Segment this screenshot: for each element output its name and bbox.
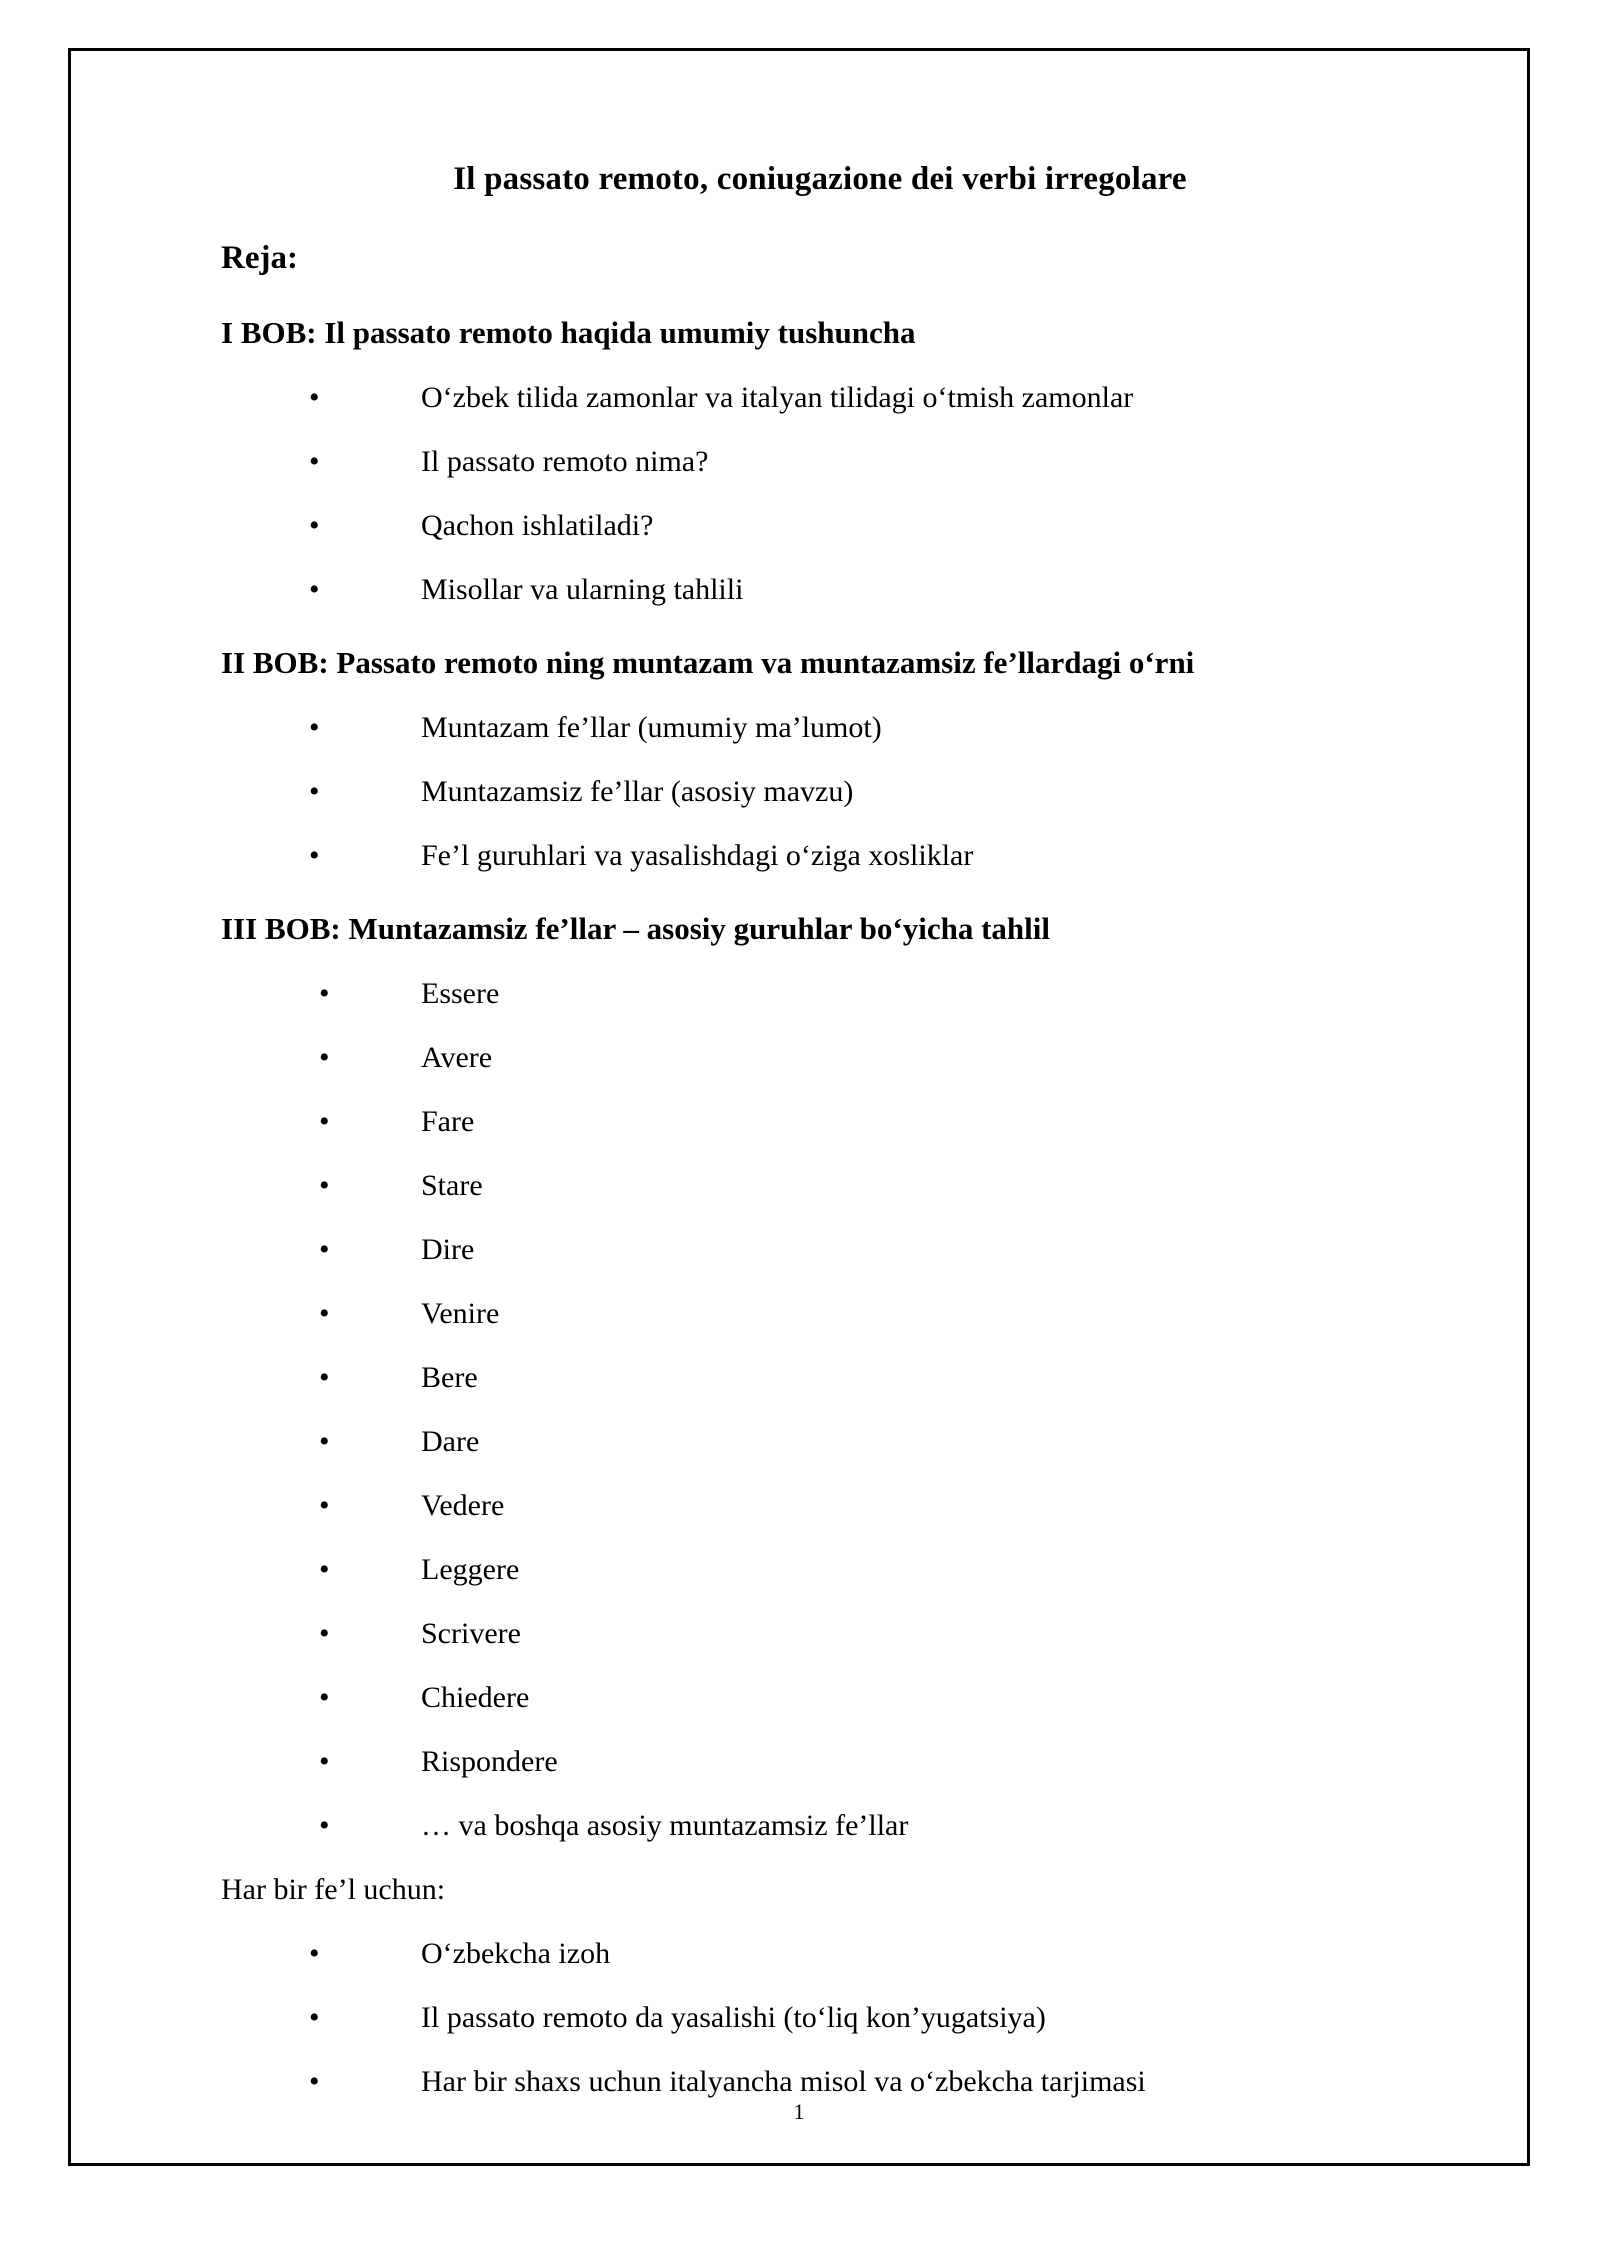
list-item [221,1297,1419,1331]
bullet-icon: • [309,573,320,606]
list-item-label: Qachon ishlatiladi? [421,509,654,542]
per-verb-lead: Har bir fe’l uchun: [221,1873,446,1906]
chapter-3-list [221,977,1419,1843]
list-item [221,445,1419,479]
list-item-label: Fare [421,1105,475,1138]
bullet-icon: • [309,2001,320,2034]
list-item [221,1681,1419,1715]
chapter-2-heading: II BOB: Passato remoto ning muntazam va muntazamsiz fe’llardagi o‘rni [221,645,1195,680]
list-item-label: Leggere [421,1553,520,1586]
bullet-icon: • [319,1489,330,1522]
list-item [221,381,1419,415]
bullet-icon: • [319,1553,330,1586]
page-title: Il passato remoto, coniugazione dei verbi irregolare [453,161,1187,197]
list-item-label: Muntazamsiz fe’llar (asosiy mavzu) [421,775,854,808]
bullet-icon: • [309,381,320,414]
bullet-icon: • [309,509,320,542]
list-item-label: Chiedere [421,1681,530,1714]
list-item-label: Bere [421,1361,478,1394]
bullet-icon: • [309,1937,320,1970]
list-item [221,839,1419,873]
list-item-label: Har bir shaxs uchun italyancha misol va o‘zbekcha tarjimasi [421,2065,1146,2098]
chapter-1-list [221,381,1419,607]
list-item [221,1745,1419,1779]
bullet-icon: • [319,1041,330,1074]
bullet-icon: • [319,1425,330,1458]
list-item-label: Venire [421,1297,500,1330]
list-item-label: Dare [421,1425,480,1458]
bullet-icon: • [309,445,320,478]
bullet-icon: • [319,1617,330,1650]
bullet-icon: • [319,1297,330,1330]
bullet-icon: • [309,839,320,872]
list-item [221,775,1419,809]
list-item-label: O‘zbekcha izoh [421,1937,611,1970]
list-item-label: Il passato remoto nima? [421,445,709,478]
list-item [221,573,1419,607]
document-page [68,48,1530,2166]
per-verb-list [221,1937,1419,2099]
list-item [221,2065,1419,2099]
list-item-label: Essere [421,977,500,1010]
list-item-label: Muntazam fe’llar (umumiy ma’lumot) [421,711,882,744]
list-item-label: Scrivere [421,1617,521,1650]
page-number: 1 [793,2099,805,2124]
list-item-label: Misollar va ularning tahlili [421,573,744,606]
bullet-icon: • [319,1169,330,1202]
chapter-3-heading: III BOB: Muntazamsiz fe’llar – asosiy guruhlar bo‘yicha tahlil [221,911,1051,946]
list-item-label: Vedere [421,1489,505,1522]
list-item-label: Avere [421,1041,493,1074]
bullet-icon: • [309,711,320,744]
list-item [221,977,1419,1011]
chapter-1-heading: I BOB: Il passato remoto haqida umumiy tushuncha [221,315,916,350]
list-item-label: Rispondere [421,1745,558,1778]
list-item [221,1809,1419,1843]
list-item [221,509,1419,543]
bullet-icon: • [319,1361,330,1394]
list-item-label: … va boshqa asosiy muntazamsiz fe’llar [421,1809,909,1842]
list-item-label: Fe’l guruhlari va yasalishdagi o‘ziga xosliklar [421,839,974,872]
list-item [221,1041,1419,1075]
list-item [221,1361,1419,1395]
bullet-icon: • [319,1105,330,1138]
plan-label: Reja: [221,240,298,276]
bullet-icon: • [319,1233,330,1266]
list-item [221,1553,1419,1587]
bullet-icon: • [319,1809,330,1842]
chapter-2-list [221,711,1419,873]
bullet-icon: • [319,1745,330,1778]
page-content [71,51,1527,2163]
list-item [221,1105,1419,1139]
list-item [221,1233,1419,1267]
list-item [221,1937,1419,1971]
bullet-icon: • [319,1681,330,1714]
list-item-label: Dire [421,1233,475,1266]
list-item-label: O‘zbek tilida zamonlar va italyan tilidagi o‘tmish zamonlar [421,381,1134,414]
list-item-label: Stare [421,1169,483,1202]
list-item [221,1169,1419,1203]
list-item [221,1617,1419,1651]
list-item [221,1489,1419,1523]
bullet-icon: • [319,977,330,1010]
bullet-icon: • [309,775,320,808]
list-item [221,2001,1419,2035]
list-item [221,1425,1419,1459]
list-item [221,711,1419,745]
list-item-label: Il passato remoto da yasalishi (to‘liq kon’yugatsiya) [421,2001,1046,2034]
bullet-icon: • [309,2065,320,2098]
